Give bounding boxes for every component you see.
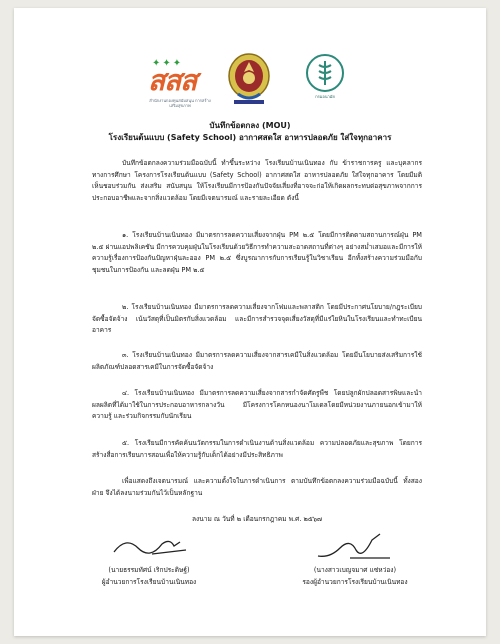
- school-emblem-icon: [224, 50, 276, 106]
- document-subtitle: โรงเรียนต้นแบบ (Safety School) อากาศสดใส อาหารปลอดภัย ใส่ใจทุกอาคาร: [108, 133, 392, 142]
- intro-paragraph: บันทึกข้อตกลงความร่วมมือฉบับนี้ ทำขึ้นระหว่าง โรงเรียนบ้านเนินทอง กับ ข้าราชการครู และบุคลากรทางการศึกษา โครงการโรงเรียนต้นแบบ (Safety School) อากาศสดใส อาหารปลอดภัย ใส่ใจทุกอาคาร โดยมีมติเห็นชอบร่วมกัน ส่งเสริม สนับสนุน ให้โรงเรียนมีการป้องกันปัจจัยเสี่ยงที่อาจจะก่อให้เกิดผลกระทบต่อสุขภาพจากการประกอบอาชีพและจากสิ่งแวดล้อม โดยมีเจตนารมณ์ และรายละเอียด ดังนี้: [92, 159, 422, 202]
- clause-3: ๓. โรงเรียนบ้านเนินทอง มีมาตรการลดความเสี่ยงจากสารเคมีในสิ่งแวดล้อม โดยมีนโยบายส่งเสริมการใช้ผลิตภัณฑ์ปลอดสารเคมีในการจัดซื้อจัดจ้าง: [92, 351, 422, 371]
- signature-left: [74, 528, 224, 588]
- thaihealth-logo-caption: สำนักงานกองทุนสนับสนุน การสร้างเสริมสุขภาพ: [149, 98, 211, 108]
- star-dots-icon: ✦✦✦: [152, 58, 184, 69]
- health-logo-caption: กรมอนามัย: [315, 94, 335, 99]
- signer-right-name: (นางสาวเบญจมาศ แซ่หว่อง): [313, 566, 397, 574]
- signature-right: [280, 528, 430, 588]
- clause-1: ๑. โรงเรียนบ้านเนินทอง มีมาตรการลดความเสี่ยงจากฝุ่น PM ๒.๕ โดยมีการติดตามสถานการณ์ฝุ่น PM ๒.๕ ผ่านแอปพลิเคชัน มีการควบคุมฝุ่นในโรงเรียนด้วยวิธีการทำความสะอาดสถานที่ต่างๆ อย่างสม่ำเสมอและมีการให้ความรู้เรื่องการป้องกันปัญหาฝุ่นละออง PM ๒.๕ ซึ่งบูรณาการกับการเรียนรู้ในวิชาเรียน อีกทั้งสร้างความร่วมมือกับชุมชนในการป้องกัน และลดฝุ่น PM ๒.๕: [92, 231, 422, 274]
- thaihealth-logo-mark: สสส: [148, 66, 197, 97]
- clause-4: ๔. โรงเรียนบ้านเนินทอง มีมาตรการลดความเสี่ยงจากสารกำจัดศัตรูพืช โดยปลูกผักปลอดสารพิษและนำผลผลิตที่ได้มาใช้ในการประกอบอาหารกลางวัน มีโครงการโคกหนองนาโมเดลโดยมีหน่วยงานภายนอกเข้ามาให้ความรู้ และร่วมกิจกรรมกับนักเรียน: [92, 389, 422, 421]
- health-department-logo: [296, 52, 354, 110]
- clause-5: ๕. โรงเรียนมีการคัดค้นนวัตกรรมในการดำเนินงานด้านสิ่งแวดล้อม ความปลอดภัยและสุขภาพ โดยการสร้างสื่อการเรียนการสอนเพื่อให้ความรู้กับเด็กได้อย่างมีประสิทธิภาพ: [92, 439, 422, 459]
- thaihealth-logo: [148, 58, 216, 110]
- closing-paragraph: เพื่อแสดงถึงเจตนารมณ์ และความตั้งใจในการดำเนินการ ตามบันทึกข้อตกลงความร่วมมือฉบับนี้ ทั้งสองฝ่าย จึงได้ลงนามร่วมกันไว้เป็นหลักฐาน: [92, 477, 422, 497]
- signer-left-name: (นายธรรมทัศน์ เริกประดิษฐ์): [108, 566, 190, 574]
- document-title: บันทึกข้อตกลง (MOU): [209, 121, 291, 130]
- signer-left-position: ผู้อำนวยการโรงเรียนบ้านเนินทอง: [101, 578, 197, 586]
- handwritten-signature-right-icon: [310, 528, 400, 564]
- signing-date: ลงนาม ณ วันที่ ๒ เดือนกรกฎาคม พ.ศ. ๒๕๖๗: [191, 515, 323, 523]
- health-emblem-icon: [306, 54, 344, 92]
- signer-right-position: รองผู้อำนวยการโรงเรียนบ้านเนินทอง: [302, 578, 408, 586]
- mou-document: [14, 120, 486, 523]
- clause-2: ๒. โรงเรียนบ้านเนินทอง มีมาตรการลดความเสี่ยงจากโฟมและพลาสติก โดยมีประกาศนโยบาย/กฎระเบียบจัดซื้อจัดจ้าง เน้นวัสดุที่เป็นมิตรกับสิ่งแวดล้อม และมีการสำรวจจุดเสี่ยงวัสดุที่มีแร่ใยหินในโรงเรียนและทำทะเบียนอาคาร: [92, 303, 422, 335]
- document-page: [14, 8, 486, 636]
- logo-row: [14, 50, 486, 112]
- handwritten-signature-left-icon: [104, 528, 194, 564]
- signature-section: [14, 528, 486, 628]
